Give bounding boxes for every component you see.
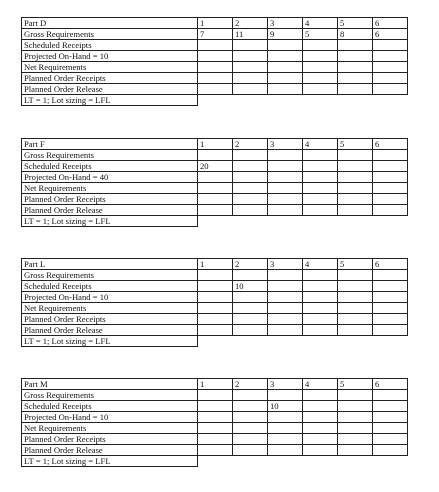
cell	[268, 161, 303, 172]
projected-on-hand-row	[22, 51, 408, 62]
cell	[198, 281, 233, 292]
row-label: Scheduled Receipts	[22, 281, 198, 292]
cell	[373, 270, 408, 281]
scheduled-receipts-row	[22, 40, 408, 51]
cell	[373, 150, 408, 161]
cell	[268, 40, 303, 51]
row-label: Gross Requirements	[22, 29, 198, 40]
period-6: 6	[373, 18, 408, 29]
row-label: Projected On-Hand = 10	[22, 412, 198, 423]
row-label: Planned Order Release	[22, 84, 198, 95]
period-3: 3	[268, 139, 303, 150]
row-label: Scheduled Receipts	[22, 401, 198, 412]
cell: 7	[198, 29, 233, 40]
cell	[268, 270, 303, 281]
scheduled-receipts-row	[22, 161, 408, 172]
row-label: Projected On-Hand = 40	[22, 172, 198, 183]
period-6: 6	[373, 259, 408, 270]
cell	[198, 40, 233, 51]
footer-row	[22, 95, 408, 106]
planned-order-release-row	[22, 205, 408, 216]
row-label: Projected On-Hand = 10	[22, 292, 198, 303]
cell	[373, 40, 408, 51]
projected-on-hand-row	[22, 412, 408, 423]
period-5: 5	[338, 379, 373, 390]
scheduled-receipts-row	[22, 281, 408, 292]
projected-on-hand-value: 10	[99, 411, 109, 422]
period-4: 4	[303, 259, 338, 270]
projected-on-hand-value: 40	[99, 171, 109, 182]
net-requirements-row	[22, 423, 408, 434]
cell: 10	[268, 401, 303, 412]
cell	[303, 390, 338, 401]
period-1: 1	[198, 139, 233, 150]
scheduled-receipts-row	[22, 401, 408, 412]
row-label: Scheduled Receipts	[22, 40, 198, 51]
part-name: Part M	[22, 379, 198, 390]
cell	[338, 40, 373, 51]
period-1: 1	[198, 379, 233, 390]
cell	[233, 390, 268, 401]
period-1: 1	[198, 18, 233, 29]
net-requirements-row	[22, 303, 408, 314]
cell	[303, 401, 338, 412]
planned-order-receipts-row	[22, 194, 408, 205]
period-5: 5	[338, 139, 373, 150]
cell	[233, 401, 268, 412]
row-label: Planned Order Receipts	[22, 434, 198, 445]
net-requirements-row	[22, 62, 408, 73]
projected-on-hand-value: 10	[99, 50, 109, 61]
gross-requirements-row	[22, 390, 408, 401]
period-6: 6	[373, 379, 408, 390]
cell	[373, 161, 408, 172]
planned-order-receipts-row	[22, 314, 408, 325]
period-2: 2	[233, 18, 268, 29]
planned-order-receipts-row	[22, 434, 408, 445]
part-name: Part D	[22, 18, 198, 29]
cell: 5	[303, 29, 338, 40]
cell	[373, 281, 408, 292]
cell	[303, 150, 338, 161]
period-3: 3	[268, 259, 303, 270]
cell	[198, 150, 233, 161]
gross-requirements-row	[22, 270, 408, 281]
row-label: Projected On-Hand = 10	[22, 51, 198, 62]
row-label: Planned Order Receipts	[22, 314, 198, 325]
net-requirements-row	[22, 183, 408, 194]
row-label: Gross Requirements	[22, 270, 198, 281]
cell: 6	[373, 29, 408, 40]
footer-row	[22, 336, 408, 347]
row-label: Planned Order Receipts	[22, 73, 198, 84]
period-5: 5	[338, 259, 373, 270]
row-label: Scheduled Receipts	[22, 161, 198, 172]
cell	[338, 150, 373, 161]
row-label: Net Requirements	[22, 183, 198, 194]
lead-time-lot-sizing: LT = 1; Lot sizing = LFL	[22, 216, 198, 227]
cell	[233, 150, 268, 161]
period-6: 6	[373, 139, 408, 150]
period-2: 2	[233, 379, 268, 390]
row-label: Gross Requirements	[22, 150, 198, 161]
cell	[233, 161, 268, 172]
row-label: Net Requirements	[22, 62, 198, 73]
row-label: Planned Order Receipts	[22, 194, 198, 205]
cell	[268, 390, 303, 401]
period-4: 4	[303, 379, 338, 390]
cell	[233, 270, 268, 281]
planned-order-release-row	[22, 445, 408, 456]
row-label: Planned Order Release	[22, 325, 198, 336]
planned-order-release-row	[22, 325, 408, 336]
projected-on-hand-row	[22, 172, 408, 183]
period-3: 3	[268, 18, 303, 29]
cell	[303, 40, 338, 51]
period-2: 2	[233, 139, 268, 150]
planned-order-receipts-row	[22, 73, 408, 84]
row-label: Planned Order Release	[22, 205, 198, 216]
cell: 10	[233, 281, 268, 292]
header-row	[22, 139, 408, 150]
period-3: 3	[268, 379, 303, 390]
row-label: Net Requirements	[22, 303, 198, 314]
header-row	[22, 259, 408, 270]
cell	[338, 281, 373, 292]
footer-row	[22, 216, 408, 227]
cell	[268, 150, 303, 161]
cell	[303, 270, 338, 281]
period-5: 5	[338, 18, 373, 29]
cell	[338, 390, 373, 401]
lead-time-lot-sizing: LT = 1; Lot sizing = LFL	[22, 336, 198, 347]
row-label: Gross Requirements	[22, 390, 198, 401]
header-row	[22, 379, 408, 390]
cell	[373, 390, 408, 401]
cell	[198, 270, 233, 281]
lead-time-lot-sizing: LT = 1; Lot sizing = LFL	[22, 95, 198, 106]
gross-requirements-row	[22, 29, 408, 40]
gross-requirements-row	[22, 150, 408, 161]
footer-row	[22, 456, 408, 467]
cell: 20	[198, 161, 233, 172]
cell	[303, 161, 338, 172]
cell: 8	[338, 29, 373, 40]
planned-order-release-row	[22, 84, 408, 95]
cell	[338, 161, 373, 172]
cell: 11	[233, 29, 268, 40]
part-name: Part L	[22, 259, 198, 270]
row-label: Planned Order Release	[22, 445, 198, 456]
period-4: 4	[303, 18, 338, 29]
projected-on-hand-row	[22, 292, 408, 303]
cell	[233, 40, 268, 51]
cell	[198, 401, 233, 412]
cell	[268, 281, 303, 292]
mrp-table-part-m	[21, 378, 408, 467]
period-1: 1	[198, 259, 233, 270]
cell	[338, 401, 373, 412]
mrp-table-part-f	[21, 138, 408, 227]
projected-on-hand-value: 10	[99, 291, 109, 302]
cell	[303, 281, 338, 292]
cell	[338, 270, 373, 281]
row-label: Net Requirements	[22, 423, 198, 434]
mrp-table-part-l	[21, 258, 408, 347]
period-4: 4	[303, 139, 338, 150]
cell: 9	[268, 29, 303, 40]
mrp-table-part-d	[21, 17, 408, 106]
cell	[373, 401, 408, 412]
period-2: 2	[233, 259, 268, 270]
header-row	[22, 18, 408, 29]
cell	[198, 390, 233, 401]
lead-time-lot-sizing: LT = 1; Lot sizing = LFL	[22, 456, 198, 467]
part-name: Part F	[22, 139, 198, 150]
